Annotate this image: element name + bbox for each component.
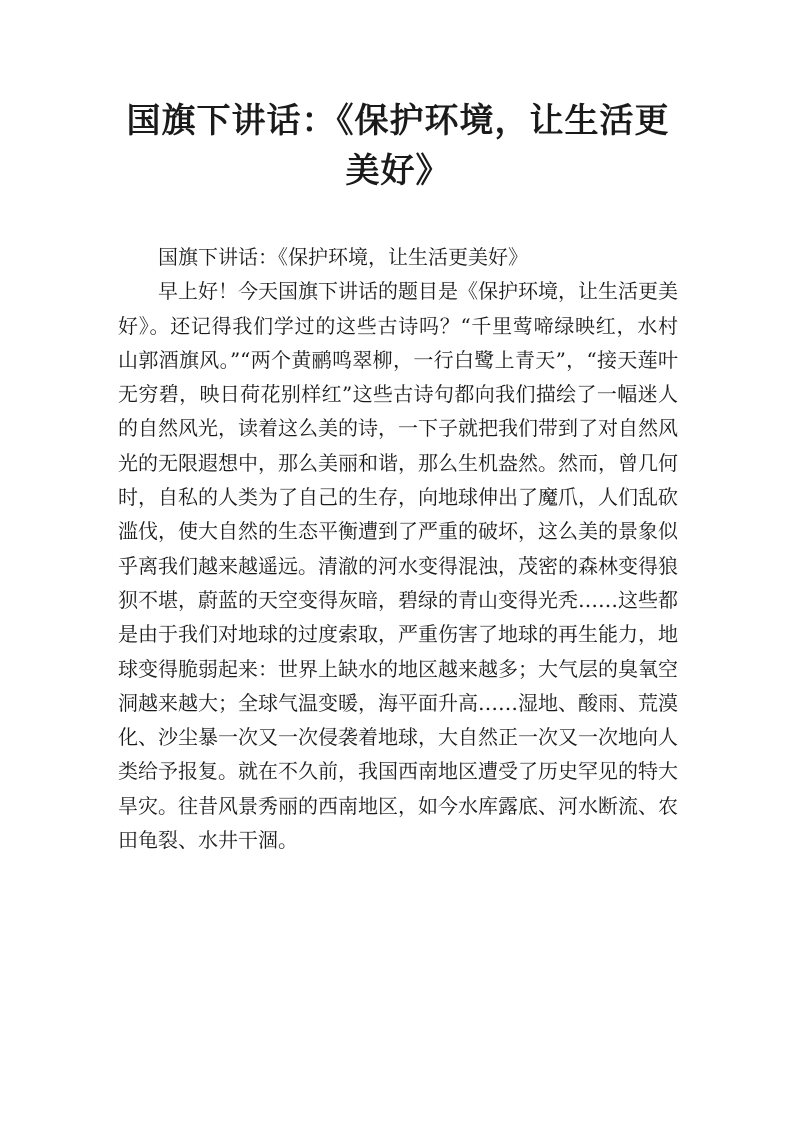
document-title: 国旗下讲话：《保护环境，让生活更美好》 (126, 101, 670, 191)
document-body (118, 240, 678, 857)
paragraph-subtitle: 国旗下讲话：《保护环境，让生活更美好》 (158, 245, 528, 269)
paragraph-speech: 早上好！今天国旗下讲话的题目是《保护环境，让生活更美好》。还记得我们学过的这些古诗吗？“千里莺啼绿映红，水村山郭酒旗风。”“两个黄鹂鸣翠柳，一行白鹭上青天”，“接天莲叶无穷碧，映日荷花别样红”这些古诗句都向我们描绘了一幅迷人的自然风光，读着这么美的诗，一下子就把我们带到了对自然风光的无限遐想中，那么美丽和谐，那么生机盎然。然而，曾几何时，自私的人类为了自己的生存，向地球伸出了魔爪，人们乱砍滥伐，使大自然的生态平衡遭到了严重的破坏，这么美的景象似乎离我们越来越遥远。清澈的河水变得混浊，茂密的森林变得狼狈不堪，蔚蓝的天空变得灰暗，碧绿的青山变得光秃……这些都是由于我们对地球的过度索取，严重伤害了地球的再生能力，地球变得脆弱起来：世界上缺水的地区越来越多；大气层的臭氧空洞越来越大；全球气温变暖，海平面升高……湿地、酸雨、荒漠化、沙尘暴一次又一次侵袭着地球，大自然正一次又一次地向人类给予报复。就在不久前，我国西南地区遭受了历史罕见的特大旱灾。往昔风景秀丽的西南地区，如今水库露底、河水断流、农田龟裂、水井干涸。 (118, 279, 678, 853)
